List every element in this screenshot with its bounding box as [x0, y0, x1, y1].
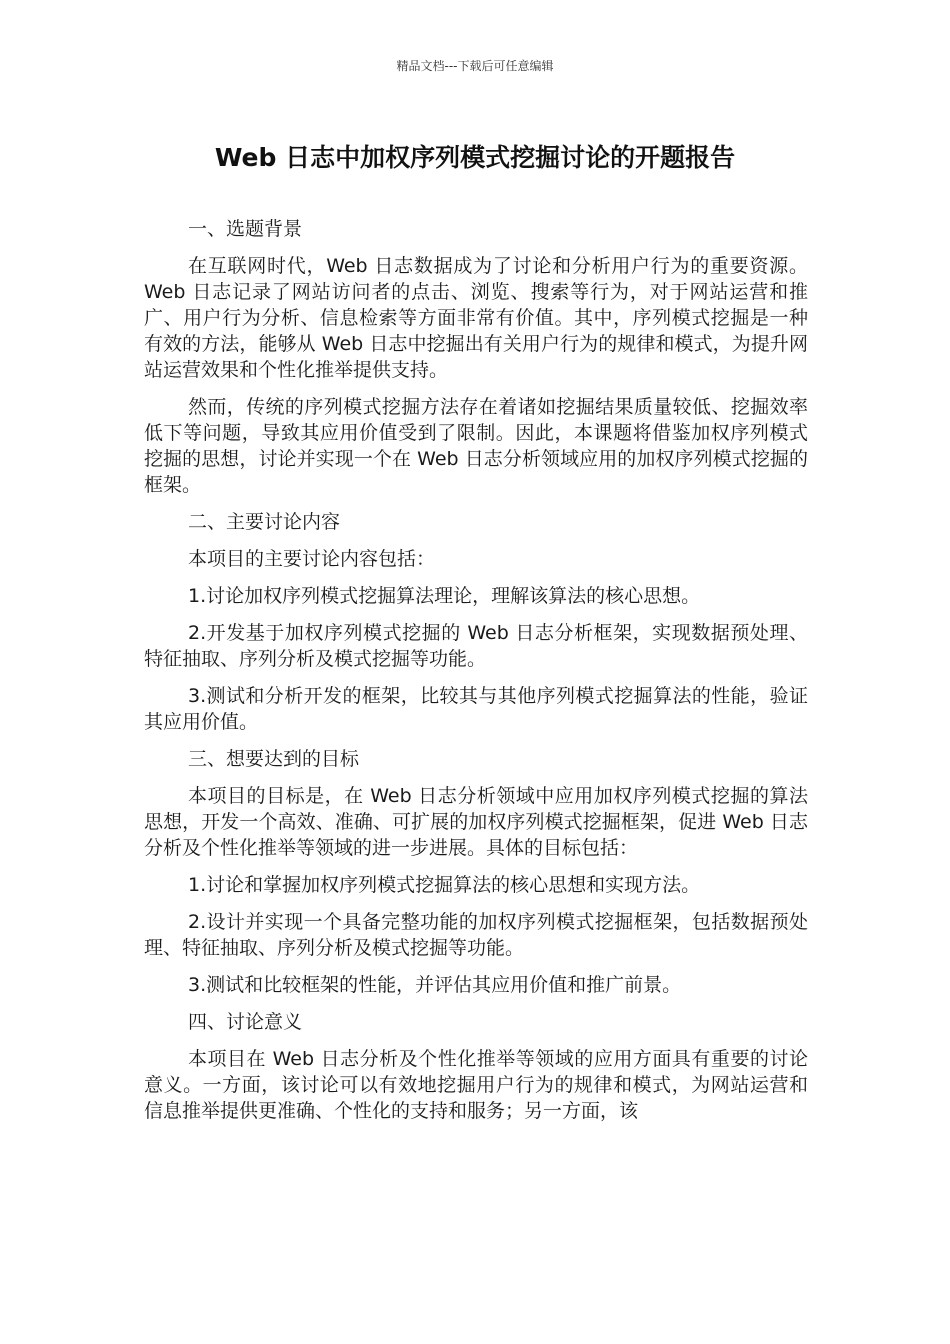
list-item: 1.讨论和掌握加权序列模式挖掘算法的核心思想和实现方法。	[188, 874, 701, 896]
paragraph: 本项目的主要讨论内容包括：	[188, 548, 436, 570]
section-heading-background: 一、选题背景	[188, 218, 303, 240]
list-item: 3.测试和比较框架的性能，并评估其应用价值和推广前景。	[188, 974, 682, 996]
paragraph: 在互联网时代，Web 日志数据成为了讨论和分析用户行为的重要资源。Web 日志记录了网站访问者的点击、浏览、搜索等行为，对于网站运营和推广、用户行为分析、信息检索等方面非常有价值。其中，序列模式挖掘是一种有效的方法，能够从 Web 日志中挖掘出有关用户行为的规律和模式，为提升网站运营效果和个性化推举提供支持。	[144, 255, 808, 381]
paragraph: 然而，传统的序列模式挖掘方法存在着诸如挖掘结果质量较低、挖掘效率低下等问题，导致其应用价值受到了限制。因此，本课题将借鉴加权序列模式挖掘的思想，讨论并实现一个在 Web 日志分析领域应用的加权序列模式挖掘的框架。	[144, 396, 808, 496]
document-body	[144, 216, 808, 1135]
section-heading-main-content: 二、主要讨论内容	[188, 511, 341, 533]
list-item: 1.讨论加权序列模式挖掘算法理论，理解该算法的核心思想。	[188, 585, 701, 607]
document-title: Web 日志中加权序列模式挖掘讨论的开题报告	[214, 143, 736, 172]
list-item: 2.开发基于加权序列模式挖掘的 Web 日志分析框架，实现数据预处理、特征抽取、序列分析及模式挖掘等功能。	[144, 622, 808, 670]
list-item: 2.设计并实现一个具备完整功能的加权序列模式挖掘框架，包括数据预处理、特征抽取、序列分析及模式挖掘等功能。	[144, 911, 808, 959]
section-heading-goals: 三、想要达到的目标	[188, 748, 360, 770]
paragraph: 本项目的目标是，在 Web 日志分析领域中应用加权序列模式挖掘的算法思想，开发一个高效、准确、可扩展的加权序列模式挖掘框架，促进 Web 日志分析及个性化推举等领域的进一步进展。具体的目标包括：	[144, 785, 808, 859]
list-item: 3.测试和分析开发的框架，比较其与其他序列模式挖掘算法的性能，验证其应用价值。	[144, 685, 808, 733]
section-heading-significance: 四、讨论意义	[188, 1011, 303, 1033]
header-note: 精品文档---下载后可任意编辑	[396, 59, 554, 73]
paragraph: 本项目在 Web 日志分析及个性化推举等领域的应用方面具有重要的讨论意义。一方面，该讨论可以有效地挖掘用户行为的规律和模式，为网站运营和信息推举提供更准确、个性化的支持和服务；另一方面，该	[144, 1048, 808, 1122]
